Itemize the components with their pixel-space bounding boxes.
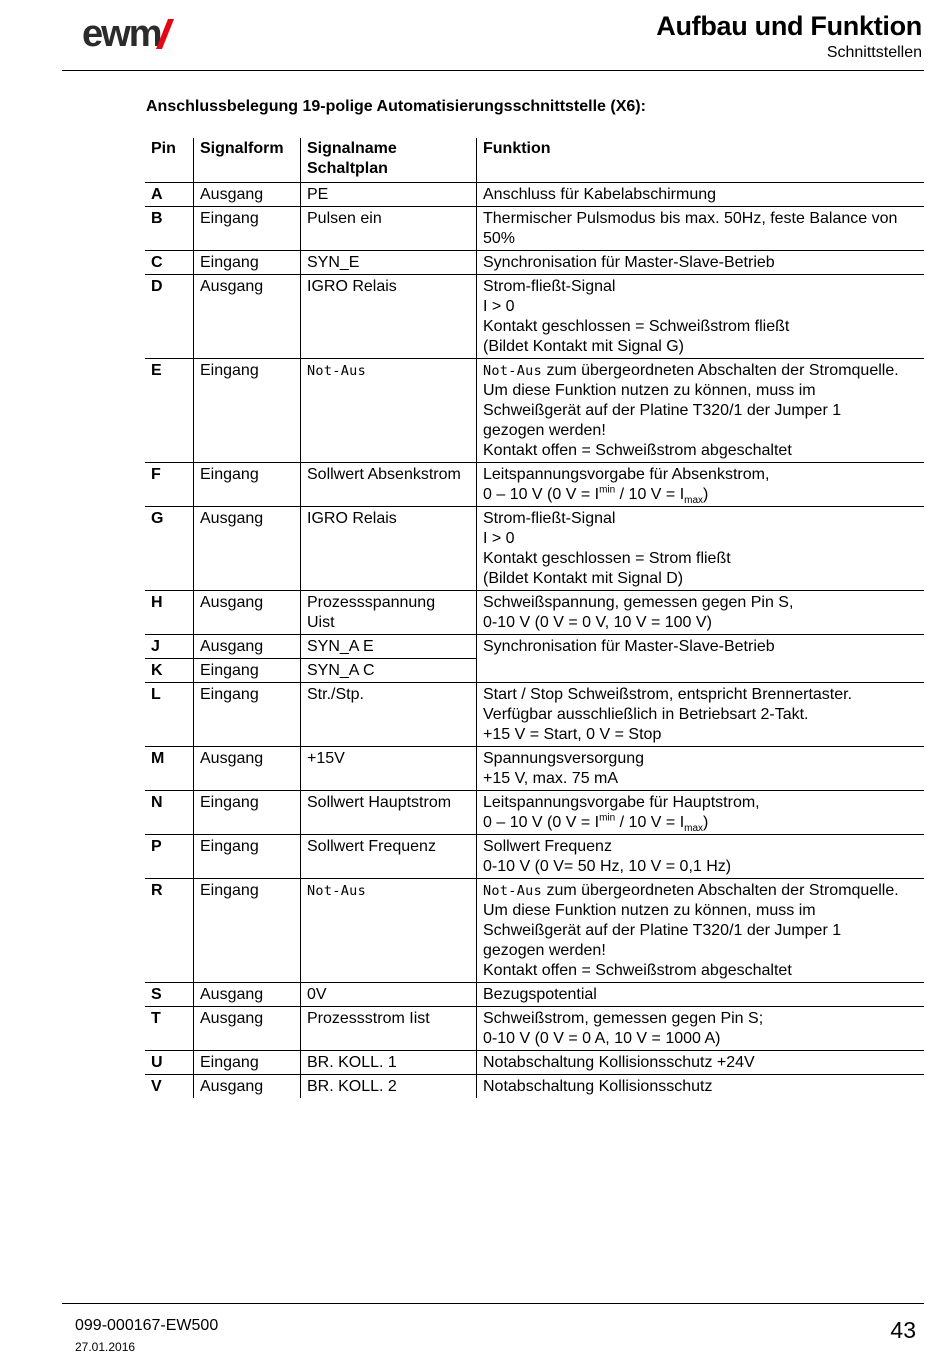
signalname-line: BR. KOLL. 1 <box>307 1054 397 1071</box>
pin-cell: F <box>145 463 194 507</box>
funktion-line: +15 V = Start, 0 V = Stop <box>483 726 662 743</box>
pin-cell: L <box>145 683 194 747</box>
funktion-line: 50% <box>483 230 516 247</box>
signalname-line: IGRO Relais <box>307 278 397 295</box>
formula-mid: / 10 V = I <box>615 814 685 831</box>
signalname-line: Pulsen ein <box>307 210 382 227</box>
signalname-line: Prozessspannung <box>307 594 436 611</box>
pin-cell: R <box>145 879 194 983</box>
signalform-cell: Eingang <box>194 659 301 683</box>
section-heading: Anschlussbelegung 19-polige Automatisierungsschnittstelle (X6): <box>146 98 646 115</box>
signalname-line: Sollwert Hauptstrom <box>307 794 452 811</box>
funktion-line: Um diese Funktion nutzen zu können, muss im <box>483 382 816 399</box>
signalname-line: SYN_A E <box>307 638 374 655</box>
funktion-line <box>483 361 918 381</box>
signalname-cell <box>301 359 477 463</box>
signalname-line: Sollwert Absenkstrom <box>307 466 461 483</box>
formula-line <box>483 813 918 833</box>
signalform-cell: Ausgang <box>194 1075 301 1099</box>
pin-cell: C <box>145 251 194 275</box>
table-row <box>145 275 924 359</box>
funktion-line: Thermischer Pulsmodus bis max. 50Hz, feste Balance von <box>483 210 898 227</box>
signalname-line: Prozessstrom Iist <box>307 1010 430 1027</box>
funktion-mono: Not-Aus <box>483 363 542 379</box>
table-row <box>145 983 924 1007</box>
signalname-line: BR. KOLL. 2 <box>307 1078 397 1095</box>
signalname-cell <box>301 747 477 791</box>
signalform-cell: Eingang <box>194 835 301 879</box>
table-row <box>145 251 924 275</box>
table-row <box>145 1075 924 1099</box>
pin-cell: B <box>145 207 194 251</box>
formula-sup: min <box>599 484 616 496</box>
table-row <box>145 207 924 251</box>
signalname-mono: Not-Aus <box>307 363 366 379</box>
formula-suffix: ) <box>703 486 709 503</box>
pin-cell: H <box>145 591 194 635</box>
formula-sup: min <box>599 812 616 824</box>
signalform-cell: Eingang <box>194 879 301 983</box>
pin-cell: A <box>145 183 194 207</box>
funktion-cell <box>477 251 925 275</box>
signalname-line: SYN_A C <box>307 662 375 679</box>
col-header-signalform: Signalform <box>194 138 301 183</box>
signalform-cell: Ausgang <box>194 747 301 791</box>
signalname-cell <box>301 879 477 983</box>
table-row <box>145 591 924 635</box>
ewm-logo <box>82 17 212 51</box>
funktion-cell <box>477 359 925 463</box>
pin-assignment-table <box>145 138 924 1098</box>
pin-cell: J <box>145 635 194 659</box>
funktion-cell <box>477 591 925 635</box>
signalname-cell <box>301 659 477 683</box>
signalname-line: Uist <box>307 614 335 631</box>
funktion-line: (Bildet Kontakt mit Signal G) <box>483 338 684 355</box>
signalname-cell <box>301 275 477 359</box>
pin-cell: G <box>145 507 194 591</box>
signalname-cell <box>301 591 477 635</box>
signalname-cell <box>301 635 477 659</box>
signalform-cell: Ausgang <box>194 507 301 591</box>
signalname-cell <box>301 835 477 879</box>
col-header-signalname: Signalname Schaltplan <box>301 138 477 183</box>
funktion-line: Synchronisation für Master-Slave-Betrieb <box>483 254 775 271</box>
table-header-row <box>145 138 924 183</box>
signalform-cell: Ausgang <box>194 183 301 207</box>
funktion-line: I > 0 <box>483 298 515 315</box>
funktion-cell <box>477 507 925 591</box>
funktion-line: 0-10 V (0 V = 0 V, 10 V = 100 V) <box>483 614 712 631</box>
formula-prefix: 0 – 10 V (0 V = I <box>483 814 600 831</box>
funktion-cell <box>477 1075 925 1099</box>
signalname-mono: Not-Aus <box>307 883 366 899</box>
signalname-cell <box>301 1075 477 1099</box>
funktion-line: Bezugspotential <box>483 986 597 1003</box>
funktion-line: Schweißgerät auf der Platine T320/1 der Jumper 1 <box>483 402 842 419</box>
funktion-cell <box>477 835 925 879</box>
signalform-cell: Eingang <box>194 791 301 835</box>
formula-sub: max <box>684 823 704 835</box>
pin-cell: K <box>145 659 194 683</box>
page-title: Aufbau und Funktion <box>656 11 922 41</box>
signalname-cell <box>301 791 477 835</box>
signalname-cell <box>301 251 477 275</box>
funktion-line: Strom-fließt-Signal <box>483 510 616 527</box>
funktion-line: Spannungsversorgung <box>483 750 645 767</box>
formula-mid: / 10 V = I <box>615 486 685 503</box>
funktion-line: Kontakt offen = Schweißstrom abgeschaltet <box>483 962 792 979</box>
signalform-cell: Eingang <box>194 251 301 275</box>
table-row <box>145 791 924 835</box>
signalname-cell <box>301 683 477 747</box>
funktion-line: Verfügbar ausschließlich in Betriebsart 2-Takt. <box>483 706 809 723</box>
table-row <box>145 183 924 207</box>
col-header-funktion: Funktion <box>477 138 925 183</box>
table-row <box>145 659 924 683</box>
funktion-line: Schweißspannung, gemessen gegen Pin S, <box>483 594 794 611</box>
formula-prefix: 0 – 10 V (0 V = I <box>483 486 600 503</box>
funktion-rest: zum übergeordneten Abschalten der Stromquelle. <box>542 362 899 379</box>
signalform-cell: Eingang <box>194 359 301 463</box>
signalform-cell: Ausgang <box>194 635 301 659</box>
funktion-cell <box>477 1007 925 1051</box>
funktion-line <box>483 881 918 901</box>
signalname-line: SYN_E <box>307 254 360 271</box>
funktion-line: Schweißgerät auf der Platine T320/1 der Jumper 1 <box>483 922 842 939</box>
document-date: 27.01.2016 <box>75 1340 136 1354</box>
signalname-line: Sollwert Frequenz <box>307 838 436 855</box>
funktion-cell <box>477 1051 925 1075</box>
funktion-cell <box>477 207 925 251</box>
table-row <box>145 1007 924 1051</box>
col-header-pin: Pin <box>145 138 194 183</box>
signalname-cell <box>301 207 477 251</box>
table-row <box>145 507 924 591</box>
funktion-cell <box>477 463 925 507</box>
signalform-cell: Eingang <box>194 683 301 747</box>
signalform-cell: Ausgang <box>194 275 301 359</box>
signalform-cell: Ausgang <box>194 1007 301 1051</box>
funktion-line: 0-10 V (0 V = 0 A, 10 V = 1000 A) <box>483 1030 721 1047</box>
funktion-line: Sollwert Frequenz <box>483 838 612 855</box>
funktion-line: Kontakt geschlossen = Strom fließt <box>483 550 731 567</box>
page-number: 43 <box>890 1317 916 1343</box>
header-divider <box>62 70 924 71</box>
signalname-cell <box>301 1007 477 1051</box>
funktion-cell <box>477 635 925 659</box>
funktion-line: Strom-fließt-Signal <box>483 278 616 295</box>
formula-sub: max <box>684 495 704 507</box>
signalform-cell: Eingang <box>194 463 301 507</box>
signalform-cell: Eingang <box>194 1051 301 1075</box>
pin-cell: D <box>145 275 194 359</box>
funktion-line: Synchronisation für Master-Slave-Betrieb <box>483 638 775 655</box>
pin-cell: T <box>145 1007 194 1051</box>
table-row <box>145 463 924 507</box>
funktion-line: I > 0 <box>483 530 515 547</box>
funktion-line: Anschluss für Kabelabschirmung <box>483 186 717 203</box>
table-row <box>145 879 924 983</box>
funktion-cell <box>477 659 925 683</box>
funktion-cell <box>477 791 925 835</box>
signalname-line: IGRO Relais <box>307 510 397 527</box>
signalform-cell: Ausgang <box>194 983 301 1007</box>
funktion-line: Kontakt geschlossen = Schweißstrom fließt <box>483 318 790 335</box>
funktion-mono: Not-Aus <box>483 883 542 899</box>
footer-divider <box>62 1303 924 1304</box>
table-row <box>145 359 924 463</box>
pin-cell: E <box>145 359 194 463</box>
signalname-line: +15V <box>307 750 345 767</box>
signalform-cell: Eingang <box>194 207 301 251</box>
signalname-line: 0V <box>307 986 327 1003</box>
pin-cell: V <box>151 1078 162 1095</box>
funktion-line: Notabschaltung Kollisionsschutz +24V <box>483 1054 755 1071</box>
pin-cell: P <box>145 835 194 879</box>
formula-line <box>483 485 918 505</box>
table-row <box>145 835 924 879</box>
funktion-cell <box>477 747 925 791</box>
signalname-cell <box>301 1051 477 1075</box>
table-row <box>145 1051 924 1075</box>
signalname-cell <box>301 463 477 507</box>
signalname-line: Str./Stp. <box>307 686 364 703</box>
funktion-cell <box>477 983 925 1007</box>
funktion-line: Leitspannungsvorgabe für Absenkstrom, <box>483 466 770 483</box>
pin-cell: N <box>145 791 194 835</box>
pin-cell: M <box>145 747 194 791</box>
document-number: 099-000167-EW500 <box>75 1317 219 1334</box>
signalname-cell <box>301 183 477 207</box>
pin-cell: U <box>145 1051 194 1075</box>
funktion-line: 0-10 V (0 V= 50 Hz, 10 V = 0,1 Hz) <box>483 858 732 875</box>
funktion-cell <box>477 183 925 207</box>
funktion-line: gezogen werden! <box>483 422 606 439</box>
table-row <box>145 683 924 747</box>
formula-suffix: ) <box>703 814 709 831</box>
signalname-line: PE <box>307 186 329 203</box>
pin-cell: S <box>145 983 194 1007</box>
logo-wordmark: ewm <box>82 17 161 51</box>
signalname-cell <box>301 983 477 1007</box>
funktion-cell <box>477 683 925 747</box>
funktion-line: Notabschaltung Kollisionsschutz <box>483 1078 713 1095</box>
table-row <box>145 635 924 659</box>
funktion-line: +15 V, max. 75 mA <box>483 770 619 787</box>
funktion-line: (Bildet Kontakt mit Signal D) <box>483 570 684 587</box>
funktion-cell <box>477 275 925 359</box>
funktion-rest: zum übergeordneten Abschalten der Stromquelle. <box>542 882 899 899</box>
funktion-line: gezogen werden! <box>483 942 606 959</box>
page-subtitle: Schnittstellen <box>826 44 922 61</box>
signalform-cell: Ausgang <box>194 591 301 635</box>
signalname-cell <box>301 507 477 591</box>
funktion-line: Um diese Funktion nutzen zu können, muss im <box>483 902 816 919</box>
funktion-line: Start / Stop Schweißstrom, entspricht Brennertaster. <box>483 686 853 703</box>
funktion-cell <box>477 879 925 983</box>
funktion-line: Schweißstrom, gemessen gegen Pin S; <box>483 1010 764 1027</box>
funktion-line: Leitspannungsvorgabe für Hauptstrom, <box>483 794 760 811</box>
table-row <box>145 747 924 791</box>
funktion-line: Kontakt offen = Schweißstrom abgeschaltet <box>483 442 792 459</box>
